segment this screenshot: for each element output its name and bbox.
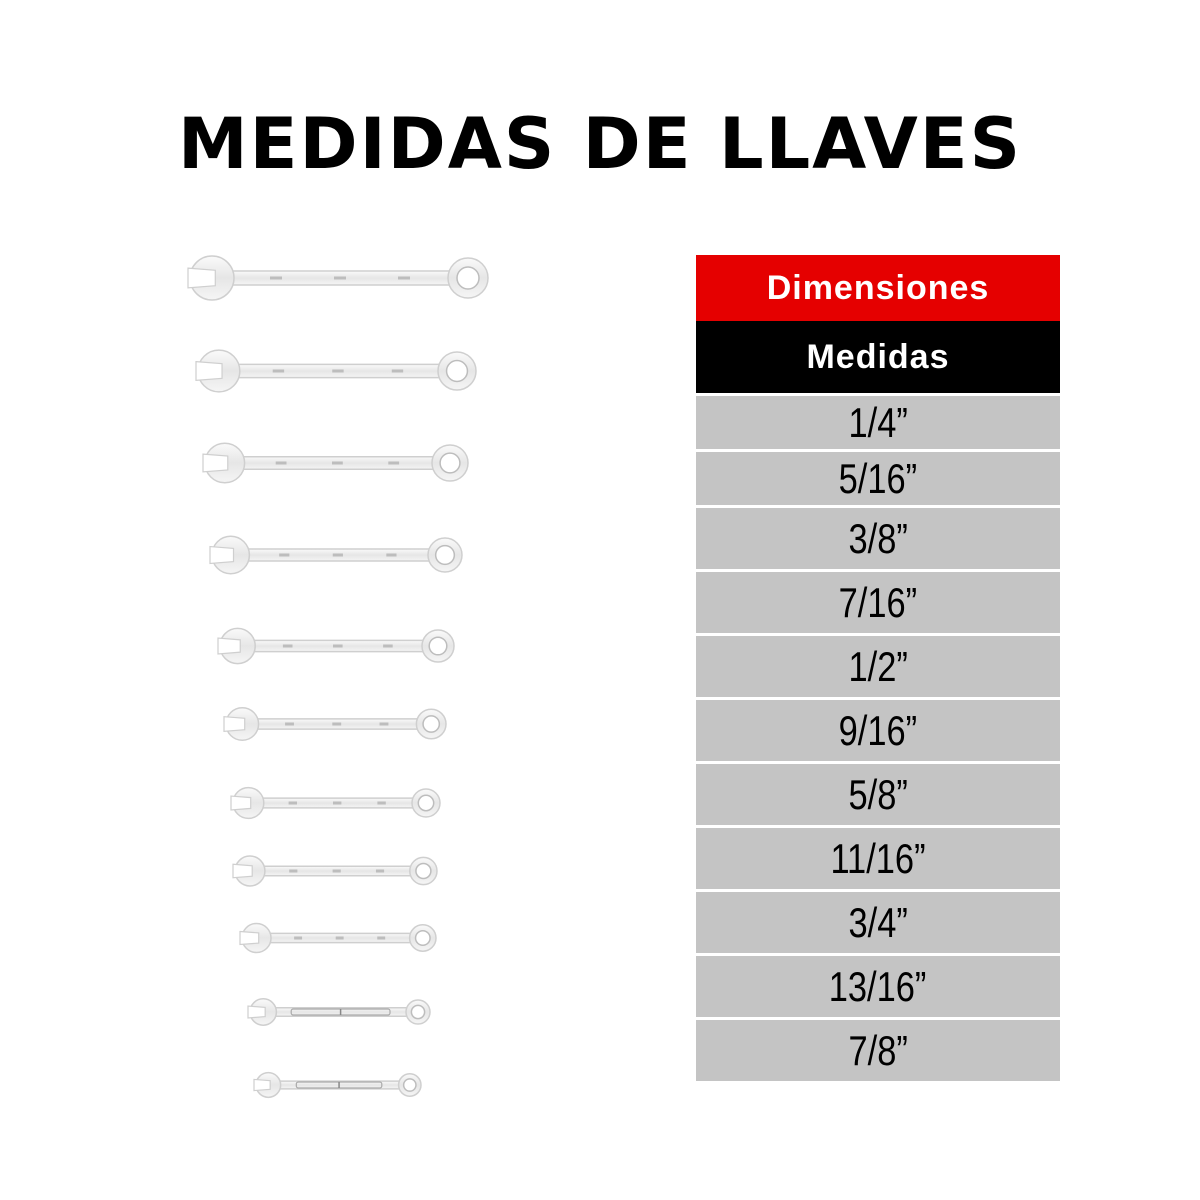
combination-wrench-icon [254, 1073, 421, 1098]
combination-wrench-icon [210, 536, 462, 573]
combination-wrench-icon [188, 256, 488, 300]
combination-wrench-icon [196, 350, 476, 392]
page-title: MEDIDAS DE LLAVES [177, 103, 1023, 185]
size-value: 13/16” [829, 962, 927, 1010]
table-row [696, 452, 1060, 505]
size-value: 3/8” [848, 514, 908, 562]
combination-wrench-icon [203, 443, 468, 483]
size-value: 1/4” [848, 398, 908, 446]
table-header-dimensiones: Dimensiones [696, 255, 1060, 321]
size-value: 3/4” [848, 898, 908, 946]
combination-wrench-icon [240, 923, 436, 952]
size-value: 11/16” [830, 834, 926, 882]
table-row [696, 396, 1060, 449]
size-value: 9/16” [838, 706, 918, 754]
table-row [696, 572, 1060, 633]
combination-wrench-icon [233, 856, 437, 886]
size-value: 5/8” [848, 770, 908, 818]
sizes-table [696, 255, 1060, 1081]
table-row [696, 636, 1060, 697]
size-value: 5/16” [838, 454, 918, 502]
table-row [696, 508, 1060, 569]
size-value: 1/2” [848, 642, 908, 690]
combination-wrench-icon [224, 708, 446, 741]
size-value: 7/16” [838, 578, 918, 626]
size-value: 7/8” [848, 1026, 908, 1074]
combination-wrench-icon [231, 788, 440, 819]
table-row [696, 956, 1060, 1017]
combination-wrench-icon [248, 999, 430, 1025]
table-row [696, 892, 1060, 953]
combination-wrench-icon [218, 628, 454, 663]
table-row [696, 700, 1060, 761]
table-row [696, 828, 1060, 889]
table-row [696, 1020, 1060, 1081]
table-header-medidas: Medidas [696, 321, 1060, 393]
table-row [696, 764, 1060, 825]
